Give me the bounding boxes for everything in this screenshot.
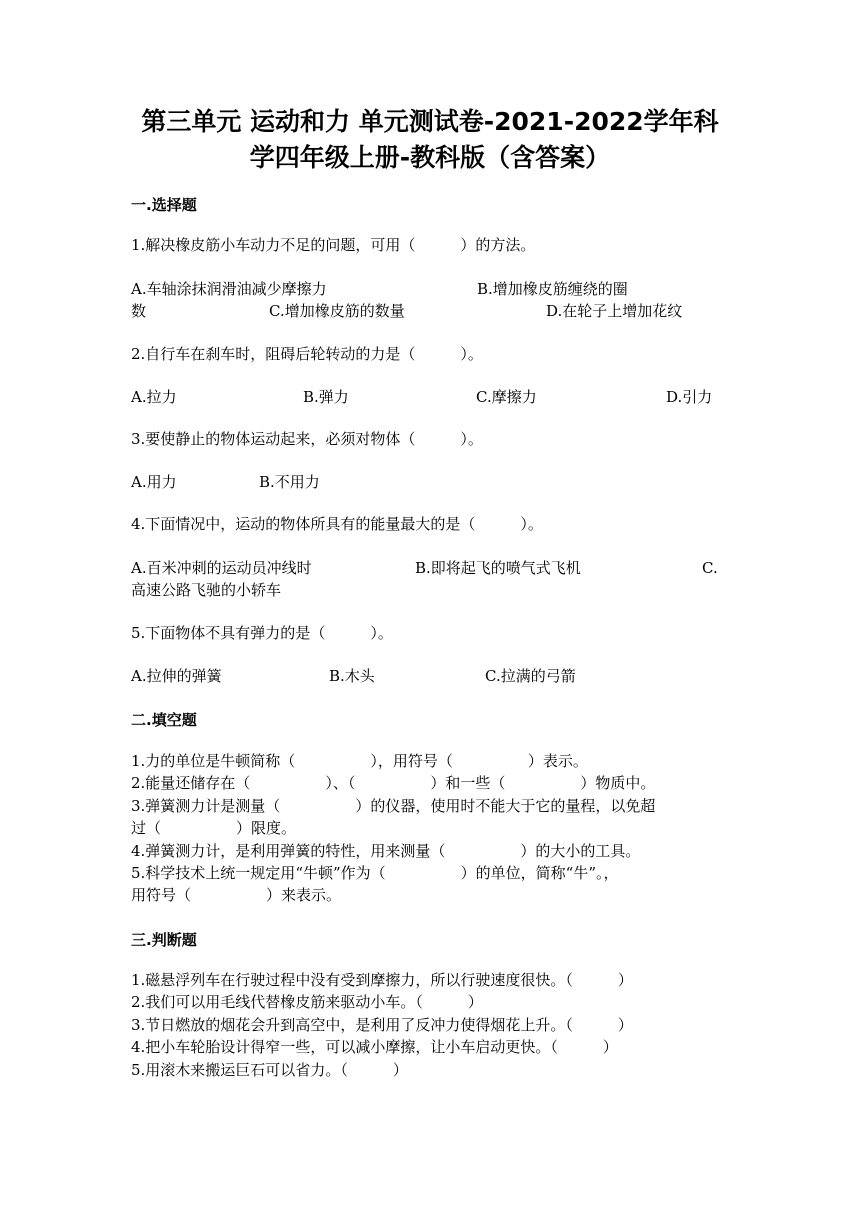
judge-line-3: 3.节日燃放的烟花会升到高空中，是利用了反冲力使得烟花上升。（ ） — [131, 1016, 633, 1034]
fill-line-1: 1.力的单位是牛顿简称（ ），用符号（ ）表示。 — [131, 752, 588, 770]
q1-option-b: B.增加橡皮筋缠绕的圈 — [477, 280, 628, 298]
q2-option-c: C.摩擦力 — [476, 388, 537, 406]
judge-line-2: 2.我们可以用毛线代替橡皮筋来驱动小车。（ ） — [131, 993, 483, 1011]
judge-line-4: 4.把小车轮胎设计得窄一些，可以减小摩擦，让小车启动更快。（ ） — [131, 1038, 618, 1056]
question-2-stem: 2.自行车在刹车时，阻碍后轮转动的力是（ ）。 — [131, 345, 483, 363]
q2-option-b: B.弹力 — [303, 388, 349, 406]
q4-option-c-text: 高速公路飞驰的小轿车 — [131, 581, 282, 599]
q2-option-a: A.拉力 — [131, 388, 177, 406]
fill-line-4: 过（ ）限度。 — [131, 819, 297, 837]
title-line-2: 学四年级上册-教科版（含答案） — [249, 143, 611, 172]
q1-option-d: D.在轮子上增加花纹 — [546, 302, 683, 320]
judge-line-1: 1.磁悬浮列车在行驶过程中没有受到摩擦力，所以行驶速度很快。（ ） — [131, 971, 633, 989]
section-heading-fill: 二.填空题 — [131, 711, 197, 729]
question-5-stem: 5.下面物体不具有弹力的是（ ）。 — [131, 624, 393, 642]
question-3-stem: 3.要使静止的物体运动起来，必须对物体（ ）。 — [131, 430, 483, 448]
q5-option-b: B.木头 — [329, 667, 375, 685]
q4-option-c-label: C. — [702, 559, 718, 577]
fill-line-7: 用符号（ ）来表示。 — [131, 886, 342, 904]
q3-option-a: A.用力 — [131, 473, 177, 491]
section-heading-choice: 一.选择题 — [131, 196, 197, 214]
q4-option-b: B.即将起飞的喷气式飞机 — [415, 559, 581, 577]
question-1-stem: 1.解决橡皮筋小车动力不足的问题，可用（ ）的方法。 — [131, 236, 536, 254]
q3-option-b: B.不用力 — [259, 473, 320, 491]
q1-option-c: C.增加橡皮筋的数量 — [269, 302, 405, 320]
question-4-stem: 4.下面情况中，运动的物体所具有的能量最大的是（ ）。 — [131, 515, 543, 533]
fill-line-3: 3.弹簧测力计是测量（ ）的仪器，使用时不能大于它的量程，以免超 — [131, 797, 656, 815]
fill-line-6: 5.科学技术上统一规定用“牛顿”作为（ ）的单位，简称“牛”。， — [131, 864, 619, 882]
q2-option-d: D.引力 — [666, 388, 713, 406]
q5-option-c: C.拉满的弓箭 — [485, 667, 576, 685]
q4-option-a: A.百米冲刺的运动员冲线时 — [131, 559, 312, 577]
title-line-1: 第三单元 运动和力 单元测试卷-2021-2022学年科 — [141, 107, 719, 136]
q1-option-a: A.车轴涂抹润滑油减少摩擦力 — [131, 280, 327, 298]
fill-line-5: 4.弹簧测力计，是利用弹簧的特性，用来测量（ ）的大小的工具。 — [131, 842, 641, 860]
judge-line-5: 5.用滚木来搬运巨石可以省力。（ ） — [131, 1061, 408, 1079]
q1-option-b-wrap: 数 — [131, 302, 147, 320]
page-title — [90, 104, 770, 176]
section-heading-judge: 三.判断题 — [131, 931, 197, 949]
fill-line-2: 2.能量还储存在（ ）、（ ）和一些（ ）物质中。 — [131, 774, 656, 792]
q5-option-a: A.拉伸的弹簧 — [131, 667, 222, 685]
